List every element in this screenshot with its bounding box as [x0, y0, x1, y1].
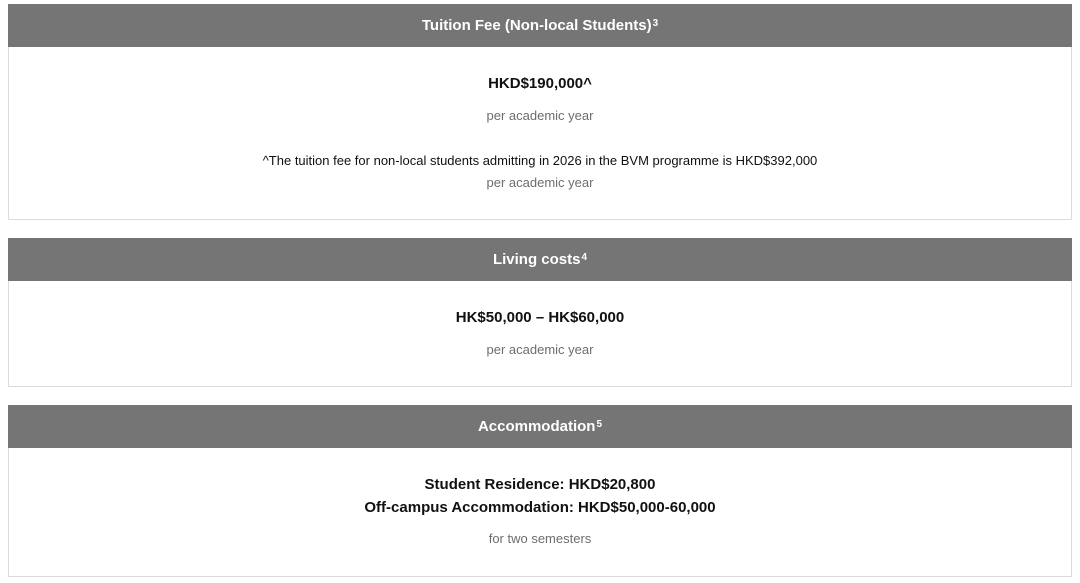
living-costs-title: Living costs — [492, 251, 581, 268]
tuition-fee-note-period: per academic year — [486, 175, 594, 190]
living-costs-card — [8, 238, 1072, 387]
tuition-fee-note: ^The tuition fee for non-local students admitting in 2026 in the BVM programme is HKD$392,000 — [262, 153, 818, 168]
accommodation-card — [8, 405, 1072, 577]
living-costs-amount: HK$50,000 – HK$60,000 — [455, 309, 625, 326]
student-residence-cost: Student Residence: HKD$20,800 — [424, 476, 656, 493]
accommodation-footnote: 5 — [596, 419, 603, 430]
off-campus-accommodation-cost: Off-campus Accommodation: HKD$50,000-60,000 — [364, 499, 716, 516]
accommodation-header — [8, 405, 1072, 448]
living-costs-footnote: 4 — [581, 252, 588, 263]
accommodation-period: for two semesters — [488, 531, 592, 546]
tuition-fee-footnote: 3 — [652, 18, 659, 29]
tuition-fee-header — [8, 4, 1072, 47]
tuition-fee-title: Tuition Fee (Non-local Students) — [421, 17, 652, 34]
tuition-fee-card — [8, 4, 1072, 220]
living-costs-period: per academic year — [486, 342, 594, 357]
accommodation-title: Accommodation — [477, 418, 596, 435]
living-costs-header — [8, 238, 1072, 281]
tuition-fee-amount: HKD$190,000^ — [488, 75, 592, 92]
tuition-fee-period: per academic year — [486, 108, 594, 123]
